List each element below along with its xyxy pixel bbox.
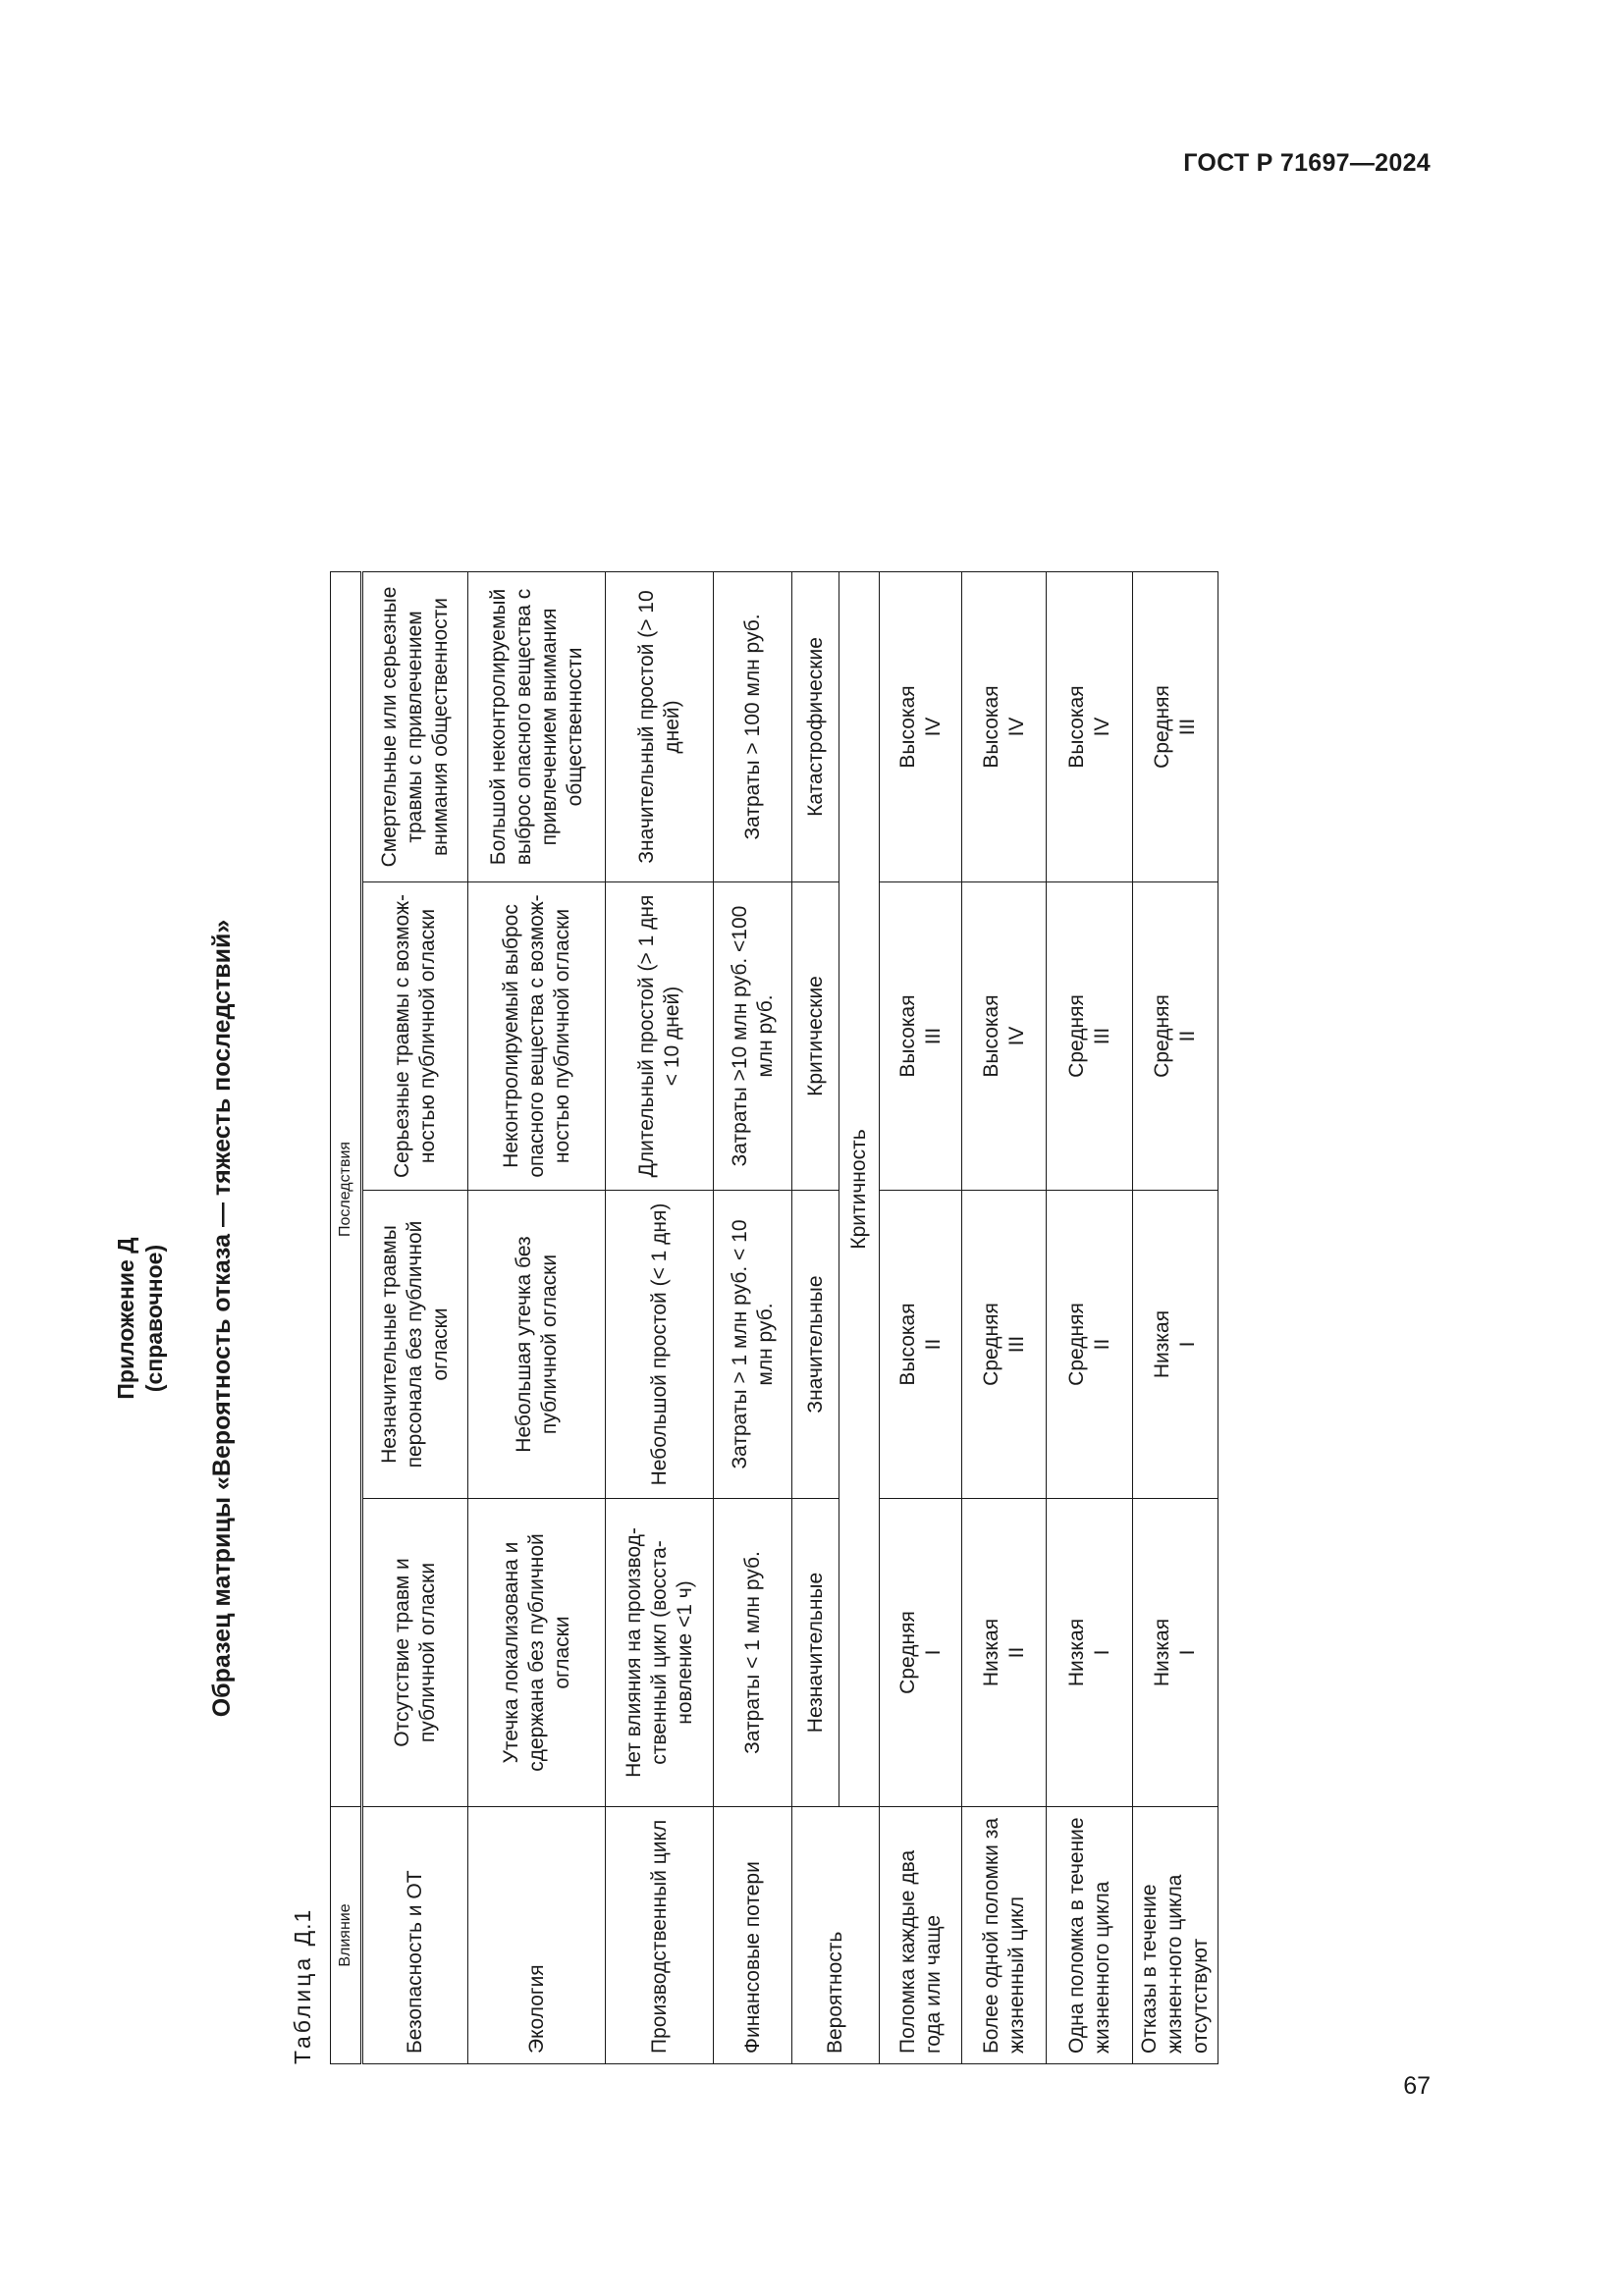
level-text: Высокая (1064, 685, 1088, 769)
row-label-ecology: Экология (468, 1807, 606, 2064)
matrix-row (1047, 571, 1133, 2063)
row-label-production: Производственный цикл (606, 1807, 714, 2064)
table-row (606, 571, 714, 2063)
row-label-finance: Финансовые потери (714, 1807, 792, 2064)
grade-text: I (1090, 1649, 1113, 1656)
probability-label: Одна поломка в течение жизненного цикла (1047, 1807, 1133, 2064)
matrix-row (880, 571, 962, 2063)
table-label-prefix: Таблица (290, 1954, 315, 2064)
matrix-cell (1133, 882, 1218, 1191)
grade-text: I (1176, 1649, 1199, 1656)
level-text: Высокая (895, 685, 919, 769)
rotated-page-content (98, 572, 1212, 2064)
matrix-cell (1133, 1191, 1218, 1499)
standard-header: ГОСТ Р 71697—2024 (1183, 149, 1431, 177)
table-cell: Затраты >10 млн руб. <100 млн руб. (714, 882, 792, 1191)
risk-matrix-table (330, 571, 1218, 2064)
appendix-title: Приложение Д (113, 1237, 138, 1400)
level-text: Высокая (979, 994, 1002, 1078)
level-text: Средняя (895, 1611, 919, 1694)
page-number: 67 (1403, 2072, 1431, 2100)
matrix-cell (962, 1191, 1047, 1499)
grade-text: II (1004, 1646, 1028, 1659)
matrix-cell (1047, 1499, 1133, 1807)
grade-text: IV (921, 717, 945, 737)
header-consequences: Последствия (331, 571, 362, 1806)
grade-text: IV (1004, 1026, 1028, 1046)
table-cell: Серьезные травмы с возмож-ностью публичной огласки (362, 882, 468, 1191)
level-text: Высокая (979, 685, 1002, 769)
matrix-cell (962, 1499, 1047, 1807)
severity-cell: Критические (792, 882, 839, 1191)
table-cell: Нет влияния на производ-ственный цикл (восста-новление <1 ч) (606, 1499, 714, 1807)
table-cell: Отсутствие травм и публичной огласки (362, 1499, 468, 1807)
table-cell: Длительный простой (> 1 дня < 10 дней) (606, 882, 714, 1191)
level-text: Средняя (979, 1303, 1002, 1386)
table-cell: Утечка локализована и сдержана без публичной огласки (468, 1499, 606, 1807)
matrix-cell (962, 571, 1047, 881)
matrix-cell (962, 882, 1047, 1191)
grade-text: III (921, 1027, 945, 1045)
row-label-probability: Вероятность (792, 1807, 880, 2064)
matrix-cell (1133, 571, 1218, 881)
table-cell: Значительный простой (> 10 дней) (606, 571, 714, 881)
table-row (362, 571, 468, 2063)
grade-text: IV (1004, 717, 1028, 737)
level-text: Средняя (1064, 994, 1088, 1078)
level-text: Средняя (1151, 994, 1173, 1078)
level-text: Низкая (1151, 1618, 1173, 1687)
criticality-label: Критичность (839, 571, 880, 1806)
probability-label: Поломка каждые два года или чаще (880, 1807, 962, 2064)
matrix-cell (880, 1191, 962, 1499)
table-cell: Небольшой простой (< 1 дня) (606, 1191, 714, 1499)
grade-text: II (1090, 1338, 1113, 1351)
table-header-row (331, 571, 362, 2063)
grade-text: I (921, 1649, 945, 1656)
table-cell: Затраты > 100 млн руб. (714, 571, 792, 881)
matrix-cell (1047, 1191, 1133, 1499)
header-influence: Влияние (331, 1807, 362, 2064)
probability-label: Более одной поломки за жизненный цикл (962, 1807, 1047, 2064)
matrix-cell (1133, 1499, 1218, 1807)
matrix-cell (1047, 882, 1133, 1191)
grade-text: II (1176, 1030, 1199, 1042)
grade-text: II (921, 1338, 945, 1351)
level-text: Низкая (1064, 1618, 1088, 1687)
severity-cell: Значительные (792, 1191, 839, 1499)
table-cell: Незначительные травмы персонала без публичной огласки (362, 1191, 468, 1499)
main-title: Образец матрицы «Вероятность отказа — тяжесть последствий» (208, 919, 236, 1718)
table-cell: Большой неконтролируемый выброс опасного вещества с привлечением внимания общественности (468, 571, 606, 881)
table-cell: Затраты > 1 млн руб. < 10 млн руб. (714, 1191, 792, 1499)
grade-text: III (1090, 1027, 1113, 1045)
matrix-cell (880, 571, 962, 881)
matrix-row (962, 571, 1047, 2063)
level-text: Высокая (895, 1303, 919, 1386)
level-text: Высокая (895, 994, 919, 1078)
level-text: Низкая (1151, 1309, 1173, 1379)
probability-label: Отказы в течение жизнен-ного цикла отсутствуют (1133, 1807, 1218, 2064)
grade-text: III (1176, 718, 1199, 736)
row-label-safety: Безопасность и ОТ (362, 1807, 468, 2064)
severity-cell: Незначительные (792, 1499, 839, 1807)
level-text: Средняя (1151, 685, 1173, 769)
appendix-subtitle: (справочное) (141, 1244, 167, 1393)
grade-text: I (1176, 1341, 1199, 1348)
level-text: Низкая (979, 1618, 1002, 1687)
level-text: Средняя (1064, 1303, 1088, 1386)
table-label-number: Д.1 (290, 1908, 315, 1947)
table-label (290, 1909, 316, 2064)
table-cell: Смертельные или серьезные травмы с привлечением внимания общественности (362, 571, 468, 881)
matrix-row (1133, 571, 1218, 2063)
matrix-cell (1047, 571, 1133, 881)
table-cell: Затраты < 1 млн руб. (714, 1499, 792, 1807)
grade-text: III (1004, 1335, 1028, 1354)
matrix-cell (880, 882, 962, 1191)
table-cell: Неконтролируемый выброс опасного вещества с возмож-ностью публичной огласки (468, 882, 606, 1191)
severity-cell: Катастрофические (792, 571, 839, 881)
severity-row (792, 571, 839, 2063)
table-cell: Небольшая утечка без публичной огласки (468, 1191, 606, 1499)
grade-text: IV (1090, 717, 1113, 737)
table-row (468, 571, 606, 2063)
matrix-cell (880, 1499, 962, 1807)
table-row (714, 571, 792, 2063)
